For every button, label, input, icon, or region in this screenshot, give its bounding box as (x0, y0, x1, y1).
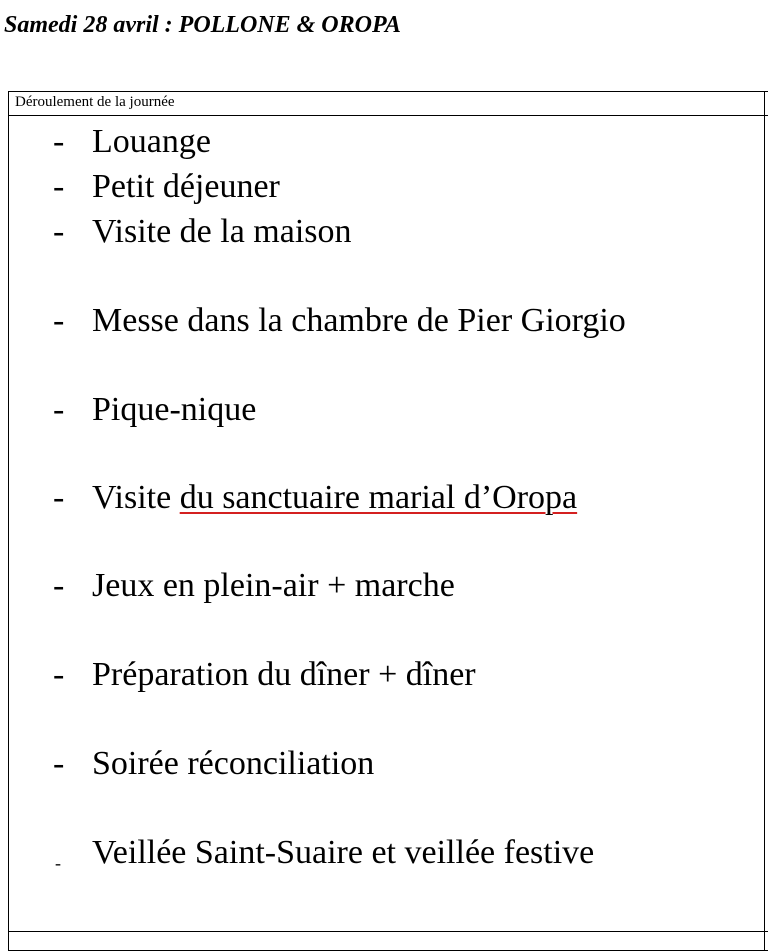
table-header-label: Déroulement de la journée (15, 94, 175, 110)
list-item-text-underlined: du sanctuaire marial d’Oropa (179, 479, 578, 516)
bullet-dash: - (53, 213, 65, 250)
bullet-dash: - (53, 168, 65, 205)
bullet-dash: - (53, 567, 65, 604)
bullet-dash: - (53, 656, 65, 693)
list-item-text: Visite de la maison (92, 213, 352, 250)
bullet-dash: - (53, 123, 65, 160)
list-item-text: Petit déjeuner (92, 168, 280, 205)
list-item-text: Pique-nique (92, 391, 257, 428)
bullet-dash: - (53, 745, 65, 782)
bullet-dash: - (55, 853, 61, 873)
page-title: Samedi 28 avril : POLLONE & OROPA (4, 12, 401, 38)
schedule-list (9, 92, 768, 950)
list-item-text: Messe dans la chambre de Pier Giorgio (92, 302, 626, 339)
table-bottom-border (9, 931, 768, 932)
list-item-text-plain: Visite (92, 479, 180, 516)
bullet-dash: - (53, 391, 65, 428)
schedule-table (8, 91, 768, 951)
bullet-dash: - (53, 479, 65, 516)
bullet-dash: - (53, 302, 65, 339)
list-item-text: Soirée réconciliation (92, 745, 375, 782)
list-item-text: Veillée Saint-Suaire et veillée festive (92, 834, 595, 871)
list-item-text: Préparation du dîner + dîner (92, 656, 476, 693)
list-item-text: Jeux en plein-air + marche (92, 567, 455, 604)
list-item-text (92, 478, 577, 518)
list-item-text: Louange (92, 123, 211, 160)
